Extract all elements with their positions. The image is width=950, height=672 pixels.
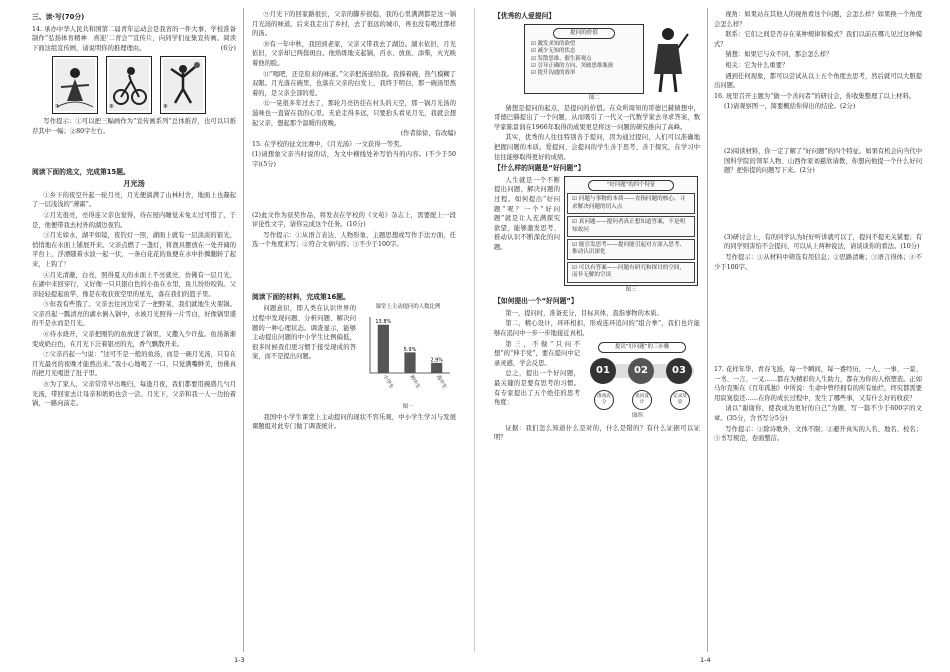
poster-label: ② [109, 103, 114, 110]
poster-label: ① [55, 103, 60, 110]
fig3-item: ☑ 可以有答案——问题有研究和探讨的空间，而非无解的空谈 [567, 262, 695, 283]
answer-space[interactable] [714, 113, 922, 147]
step-label: 准备充分 [594, 390, 614, 410]
angle-para: 联系：它们之间是否存在某种规律和模式？我们以前在哪儿见过这种模式？ [714, 31, 922, 48]
fig2-item: ☑ 激发求知的欲望 [531, 41, 576, 48]
step-label: 记录反思 [670, 390, 690, 410]
bar-chart [360, 304, 456, 412]
column-2 [252, 10, 456, 650]
essay-para: ①乡下的夜空升起一轮月亮，月光便淌满了山林村舍，地面上也凝起了一层浅浅的“薄霜”。 [32, 191, 236, 209]
fig2-title: 提问的价值 [553, 28, 615, 40]
article-para: 证据：我们怎么知道什么是对的，什么是错的？有什么证据可以证明？ [494, 424, 700, 442]
essay-title: 月光汤 [123, 179, 145, 189]
figure-2 [494, 24, 700, 104]
article-para: 总之，提出一个好问题，最关键的是要有思考的习惯。有专家提出了五个绝佳的思考角度： [494, 370, 580, 407]
fig2-item: ☑ 提升沟通的效率 [531, 70, 576, 76]
article-para: 第三，不做“只问不想”的“伸手党”，要在提问中记录灵感，学会反思。 [494, 340, 580, 367]
chart-bar [378, 325, 389, 373]
essay-para: ⑨月光下的回家路很长，父亲的脚步很稳，我的心里满满都是这一锅月光汤的味道。后来我走出了乡村，去了很远的城市，再也没有喝过那样的汤。 [252, 11, 456, 38]
fig3-item: ☑ 问题与事物的本质——直指问题的核心、寻求解决问题的切入点 [567, 193, 695, 214]
fig2-item: ☑ 引导正确的方向、突破思维瓶颈 [531, 62, 614, 69]
step-circle: 03 [666, 358, 692, 384]
answer-space[interactable] [252, 251, 456, 291]
page-number-right: 1-4 [700, 656, 711, 665]
column-divider [707, 8, 708, 652]
q16-hint: 写作提示：①从材料中筛选有用信息；②思路清晰；③语言得体；④不少于100字。 [714, 253, 922, 271]
article-para: 第一，提问时，准备充分，目标具体，直指事物的本质。 [505, 309, 663, 317]
essay-para: ⑦父亲舀起一勺说：“这可不是一般的鱼汤，而是一碗月光汤，只有在月光最亮的夜晚才能熬出来。”我小心地喝了一口，只觉满嘴鲜美，仿佛真的把月光喝进了肚子里。 [32, 351, 236, 378]
chart-value-label: 5.9% [403, 347, 417, 354]
center-fold [474, 8, 475, 652]
step-circle: 01 [590, 358, 616, 384]
poster-label: ③ [163, 103, 168, 110]
fig2-item: ☑ 减少无知的状态 [531, 48, 576, 55]
article-para: 猜想是提问的起点，是提问的价值。在众所周知的哥德巴赫猜想中，哥德巴赫提出了一个问题，从而吸引了一代又一代数学家去寻求答案，数学家陈景润在1966年取得的成果更是将这一问题的研究推向了高峰。 [494, 104, 700, 131]
fig3-caption: 图三 [625, 286, 637, 293]
column-3 [494, 10, 700, 650]
article-para: 人生就是一个不断提出问题、解决问题的过程。如何提出“好问题”呢？一个“好问题”就是让人充满探究欲望，能够激发思考、推动认识不断深化的问题。 [494, 176, 560, 251]
figure-3 [564, 176, 698, 295]
fig3-item: ☑ 真问题——提问者真正想知道答案，不是明知故问 [567, 216, 695, 237]
essay-para: ⑤但我有些饿了。父亲去往河边采了一把野菜，我们就地生火架锅。父亲舀起一瓢清亮的湖水倒入锅中，水被月光照得一片雪白，好像锅里盛的不是水而是月光。 [32, 301, 236, 328]
chart-value-label: 13.8% [375, 319, 392, 326]
q16-part3: (3)研讨会上，有的同学认为好好听讲就可以了，提问不提无关紧要；有的同学则害怕不会提问，可以从上两种说法，请谈谈你的看法。(10分) [724, 233, 922, 251]
answer-space[interactable] [714, 177, 922, 233]
fig4-title: 提出“好问题”的三步骤 [598, 342, 686, 354]
page-number-left: 1-3 [234, 656, 245, 665]
essay-para: ③月光如水，湖平如镜，夜钓灯一照，湖面上就有一层淡淡的银光，悄悄地在水面上铺展开来。父亲点燃了一盏灯，将渔具摆放在一处开阔的平台上，浮漂随着水波一起一伏，一条白花花的鱼便在水中扑腾翻转了起来，上钩了！ [32, 232, 236, 268]
answer-space[interactable] [252, 171, 456, 211]
chart-bar [404, 353, 415, 374]
chart-category-label: 小学生 [381, 374, 395, 391]
q14-hint: 写作提示：①可以把三幅画作为“宣传画系列”总体推荐，也可以只推荐其中一幅；②80字左右。 [32, 118, 236, 135]
column-1 [32, 10, 236, 650]
q16-material-2: 我国中小学生课堂上主动提问的现状不容乐观，中小学生学习与发展课题组对此专门做了调查统计。 [252, 413, 456, 431]
poster-3 [160, 56, 206, 114]
angle-para: 相关：它为什么重要？ [725, 61, 789, 69]
poster-2 [106, 56, 152, 114]
poster-row [52, 56, 236, 114]
poster-1 [52, 56, 98, 114]
essay-para: ⑫一晃很多年过去了，那轮月亮仍挂在村头的天空，那一锅月光汤的滋味也一直留在我的心里。无论走得多远，只要抬头看见月光，我就会想起父亲，想起那个温暖的夜晚。 [252, 100, 456, 127]
essay-para: ②月光很亮，亮得连父亲也觉得，待在屋内睡觉未免太过可惜了，于是，他便带我去村外的湖边夜钓。 [32, 211, 236, 229]
header-good-question: 【什么样的问题是“好问题”】 [494, 164, 585, 173]
chart-caption: 图一 [402, 404, 414, 411]
q17-task: 请以“谢谢你，使我成为更好的自己”为题，写一篇不少于600字的文章。(35分，含书写分5分) [714, 405, 922, 423]
q15-part1: (1)请想象父亲当时说的话，为文中横线处补写恰当的内容。(不少于50字)(5分) [252, 151, 456, 168]
q15-hint: 写作提示：①从语言表达、人物形象、主题思想或写作手法方面，任选一个角度来写；②符合文章内容；③不少于100字。 [252, 231, 456, 249]
fig4-caption: 图四 [632, 412, 643, 419]
essay-para: ⑩有一年中秋，我回到老家，父亲又带我去了湖边。湖水依旧，月光依旧，父亲却已两鬓斑白。他熟练地支起锅，舀水、放鱼、添柴，火光映着他的脸。 [252, 40, 456, 67]
byline: (作者徐徐，有改编) [400, 130, 456, 138]
essay-para: ⑧为了家人，父亲常常早出晚归，每逢月夜，我们都要用碗盛几勺月光汤，带回家去让母亲和奶奶也尝一尝。月光下，父亲和我一人一边抬着锅，一路向前走。 [32, 381, 236, 408]
q17-hint: 写作提示：①除诗歌外，文体不限；②避开真实的人名、地名、校名；③书写规范，卷面整洁。 [714, 425, 922, 443]
q16-prompt: 16. 班里召开主题为“做一个善问者”的研讨会，你收集整理了以上材料。 [714, 92, 916, 100]
column-4 [714, 10, 922, 650]
speaker-figure-icon [646, 24, 690, 94]
fig2-caption: 图二 [589, 94, 600, 101]
chart-value-label: 2.9% [430, 357, 444, 364]
angle-para: 遇到任何现象，都可以尝试从以上五个角度去思考，然后就可以大胆提出问题。 [714, 72, 922, 90]
article-para: 其实，优秀的人往往特别善于提问，因为通过提问，人们可以准确地把握问题的本质。爱提问、会提问的学生善于思考、善于探究，在学习中往往能够取得更好的成绩。 [494, 134, 700, 161]
q17-prompt: 17. 花样年华，青春飞扬，每一个瞬间，每一番经历，一人、一事、一景、一书、一言、一叉……都在为精彩的人生助力，都在为你的人格塑造。正如马尔克斯在《百年孤独》中所说：生命中曾经拥有的所有灿烂，终究都需要用寂寞偿还……在你的成长过程中，发生了哪些事，又有什么好的收获？ [714, 366, 922, 402]
reading-intro: 阅读下面的选文，完成第15题。 [32, 167, 130, 176]
step-label: 追问设计 [632, 390, 652, 410]
article-para: 第二，精心设计，环环相扣，形成连环追问的“组合拳”，我们也许能够在追问中一步一步地接近真相。 [494, 320, 700, 337]
figure-4 [584, 340, 698, 424]
chart-category-label: 高中生 [434, 374, 448, 391]
q16-part1: (1)请观察图一，简要概括你得出的结论。(2分) [724, 103, 856, 111]
section-heading: 三、读·写(70分) [32, 13, 85, 21]
chart-title: 课堂上主动提问的人数比例 [375, 304, 441, 311]
answer-space[interactable] [714, 273, 922, 365]
angle-para: 猜想：如果它与众不同，那会怎么样？ [725, 51, 833, 59]
q15-part2: (2)此文作为获奖作品，将发表在学校的《文苑》杂志上，需要配上一段评论性文字，请你完成这个任务。(10分) [252, 211, 456, 229]
chart-bar [431, 363, 442, 373]
chart-svg [360, 311, 456, 399]
fig2-item: ☑ 发散思维、催生新观点 [531, 55, 592, 62]
header-excellent: 【优秀的人爱提问】 [494, 12, 556, 20]
q16-part2: (2)阅读材料，你一定了解了“好问题”的四个特征。如果有机会向当代中国科学院的领军人物、山西作家刘慈欣请教，你想向他提一个什么好问题？把你提的问题写下来。(2分) [724, 147, 922, 175]
chart-category-label: 初中生 [408, 374, 421, 391]
essay-para: ④月光清澈，白亮，照得夏天的水面上不亮就亮，仿佛有一层月光，在湖中来回穿行，又好像一只只银白色的小鱼在水里，鱼儿纷纷咬钩。父亲轻轻提起鱼竿，像是在收获夜空里的星光，落在我们的篮子里。 [32, 271, 236, 298]
reading-intro-16: 阅读下面的材料，完成第16题。 [252, 292, 350, 301]
q14-prompt: 14. 承办中华人民共和国第二届青年运动会是我省的一件大事，学校准备制作“弘扬体育精神 喜迎‘二青会’”宣传片，向同学们征集宣传画。阅读下面这组宣传画，请说明你的推理理由。 (6分) [32, 25, 236, 52]
q16-material: 问题意识，即人类在认识世界的过程中发现问题、分析问题、解决问题的一种心理状态。调查显示，能够主动提出问题的中小学生比例偏低，很多时候我们更习惯于接受现成的答案，而不是提出问题。 [252, 305, 356, 361]
q15-prompt: 15. 在学校的征文比赛中，《月光汤》一文获得一等奖。 [252, 140, 406, 148]
fig3-title: “好问题”的四个特征 [588, 180, 674, 192]
column-divider [243, 8, 244, 652]
step-circle: 02 [628, 358, 654, 384]
essay-para: ⑥待水烧开，父亲把刚钓的鱼放进了锅里，又撒入少许盐。鱼汤渐渐变成奶白色，在月光下泛着银亮的光，香气飘散开来。 [32, 331, 236, 348]
header-how-to-ask: 【如何提出一个“好问题”】 [494, 297, 578, 306]
angle-para: 视角：如果站在其他人的视角看这个问题，会怎么样？如果换一个角度会怎么样？ [714, 11, 922, 28]
fig3-item: ☑ 能引发思考——提问能引起对方深入思考、推动认识深化 [567, 239, 695, 260]
essay-para: ⑪“喝吧，还是原来的味道。”父亲把汤递给我。我捧着碗，热气模糊了双眼。月光落在碗里，也落在父亲的白发上，我终于明白，那一碗汤里熬着的，是父亲全部的爱。 [252, 70, 456, 97]
